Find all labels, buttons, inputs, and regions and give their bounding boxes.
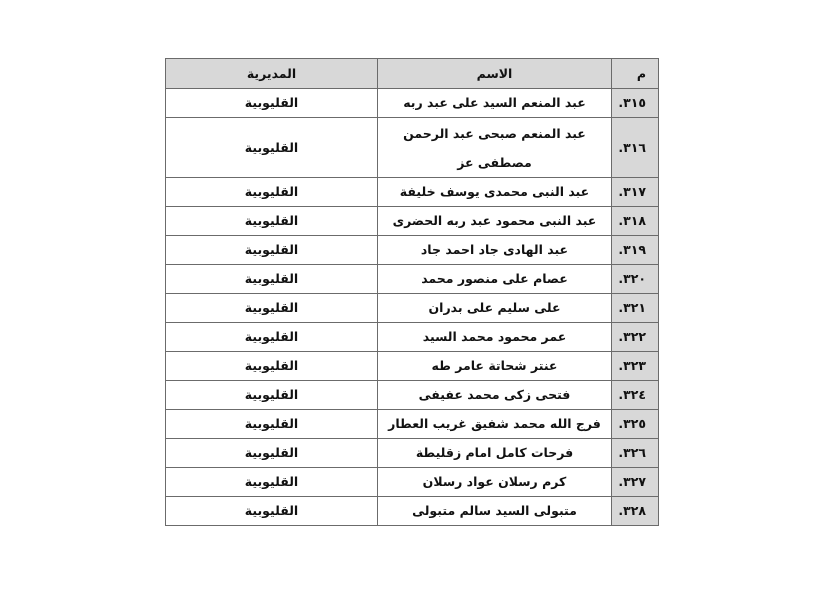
row-name: عنتر شحاتة عامر طه: [378, 352, 612, 381]
row-number: ٣١٩.: [612, 236, 659, 265]
header-name: الاسم: [378, 59, 612, 89]
row-name: متبولى السيد سالم متبولى: [378, 497, 612, 526]
table-row: [166, 381, 659, 410]
table-row: [166, 352, 659, 381]
row-name: عبد النبى محمدى يوسف خليفة: [378, 178, 612, 207]
row-directorate: القليوبية: [166, 381, 378, 410]
table-row: [166, 236, 659, 265]
row-name: فتحى زكى محمد عفيفى: [378, 381, 612, 410]
row-name: كرم رسلان عواد رسلان: [378, 468, 612, 497]
table-row: [166, 207, 659, 236]
row-directorate: القليوبية: [166, 207, 378, 236]
row-directorate: القليوبية: [166, 294, 378, 323]
row-directorate: القليوبية: [166, 236, 378, 265]
row-directorate: القليوبية: [166, 178, 378, 207]
table-row: [166, 468, 659, 497]
row-name: عصام على منصور محمد: [378, 265, 612, 294]
row-directorate: القليوبية: [166, 265, 378, 294]
row-name: على سليم على بدران: [378, 294, 612, 323]
row-number: ٣٢٥.: [612, 410, 659, 439]
table-row: [166, 89, 659, 118]
row-directorate: القليوبية: [166, 439, 378, 468]
row-number: ٣٢٨.: [612, 497, 659, 526]
row-number: ٣١٧.: [612, 178, 659, 207]
table-row: [166, 178, 659, 207]
table-row: [166, 410, 659, 439]
roster-table: [165, 58, 659, 526]
row-name: عبد المنعم صبحى عبد الرحمن مصطفى عز: [378, 118, 612, 178]
table-row: [166, 439, 659, 468]
table-row: [166, 118, 659, 178]
row-name: عبد المنعم السيد على عبد ربه: [378, 89, 612, 118]
row-directorate: القليوبية: [166, 352, 378, 381]
table-row: [166, 294, 659, 323]
row-name: فرج الله محمد شفيق غريب العطار: [378, 410, 612, 439]
row-directorate: القليوبية: [166, 118, 378, 178]
table-row: [166, 265, 659, 294]
row-directorate: القليوبية: [166, 323, 378, 352]
header-directorate: المديرية: [166, 59, 378, 89]
row-name: عبد النبى محمود عبد ربه الحضرى: [378, 207, 612, 236]
row-number: ٣٢٦.: [612, 439, 659, 468]
row-number: ٣١٥.: [612, 89, 659, 118]
row-number: ٣٢٠.: [612, 265, 659, 294]
row-name: عبد الهادى جاد احمد جاد: [378, 236, 612, 265]
row-name: فرحات كامل امام زقليطة: [378, 439, 612, 468]
row-number: ٣١٨.: [612, 207, 659, 236]
row-directorate: القليوبية: [166, 89, 378, 118]
table-row: [166, 323, 659, 352]
row-number: ٣١٦.: [612, 118, 659, 178]
row-directorate: القليوبية: [166, 410, 378, 439]
row-number: ٣٢٤.: [612, 381, 659, 410]
row-name: عمر محمود محمد السيد: [378, 323, 612, 352]
row-number: ٣٢٧.: [612, 468, 659, 497]
row-number: ٣٢٣.: [612, 352, 659, 381]
header-row: [166, 59, 659, 89]
row-number: ٣٢٢.: [612, 323, 659, 352]
row-directorate: القليوبية: [166, 468, 378, 497]
table-row: [166, 497, 659, 526]
header-number: م: [612, 59, 659, 89]
row-directorate: القليوبية: [166, 497, 378, 526]
row-number: ٣٢١.: [612, 294, 659, 323]
